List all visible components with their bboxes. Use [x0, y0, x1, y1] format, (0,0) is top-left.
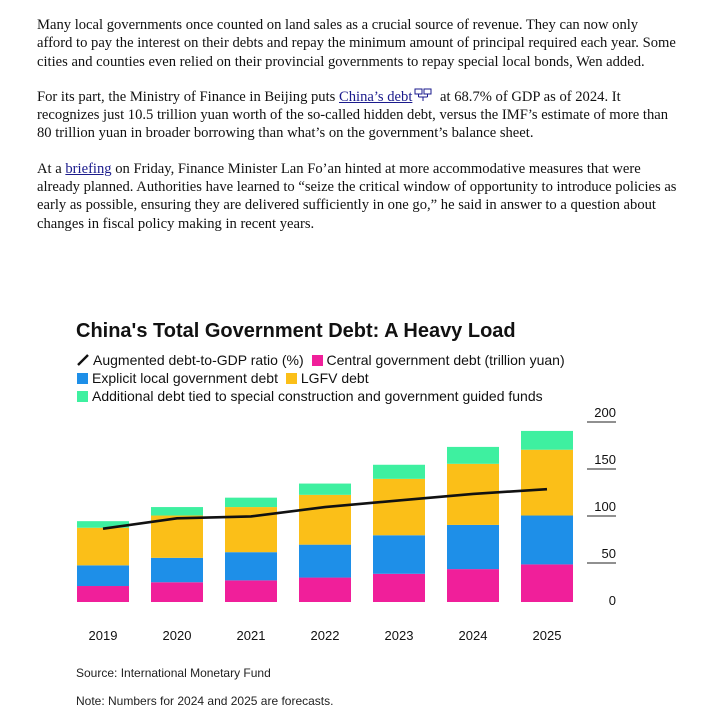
bar-segment-local	[77, 565, 129, 586]
bar-segment-central	[447, 569, 499, 602]
legend-swatch-additional	[77, 391, 88, 402]
bar-segment-additional	[299, 484, 351, 495]
x-tick-label: 2023	[384, 628, 414, 643]
bar-segment-lgfv	[77, 528, 129, 566]
x-tick-label: 2020	[162, 628, 192, 643]
bar-segment-additional	[225, 498, 277, 507]
bar-segment-central	[77, 586, 129, 602]
paragraph-2-text-b: at 68.7% of GDP as of 2024. It recognizes just 10.5 trillion yuan worth of the so-called hidden debt, versus the IMF’s estimate of more than 80 trillion yuan in broader borrowing than what’s on the government’s balance sheet.	[37, 88, 669, 142]
legend-label-debt-ratio: Augmented debt-to-GDP ratio (%)	[93, 352, 304, 368]
legend-row-2	[77, 369, 617, 387]
legend-row-1	[77, 351, 617, 369]
chart-note: Note: Numbers for 2024 and 2025 are forecasts.	[76, 694, 334, 708]
x-tick-label: 2024	[458, 628, 488, 643]
bar-segment-local	[299, 545, 351, 578]
china-debt-link[interactable]: China’s debt	[339, 88, 413, 105]
y-tick-label: 200	[594, 405, 616, 420]
x-tick-label: 2022	[310, 628, 340, 643]
bar-segment-lgfv	[521, 450, 573, 516]
chart-legend	[77, 351, 617, 405]
y-tick-label: 0	[608, 593, 616, 608]
bar-segment-lgfv	[373, 479, 425, 535]
legend-swatch-central	[312, 355, 323, 366]
article-body	[37, 16, 677, 250]
legend-label-additional: Additional debt tied to special construction and government guided funds	[92, 388, 543, 404]
legend-item-debt-ratio	[77, 351, 304, 369]
terminal-link-icon[interactable]	[414, 88, 432, 102]
bar-segment-local	[373, 535, 425, 574]
bar-segment-additional	[151, 507, 203, 515]
chart-source: Source: International Monetary Fund	[76, 666, 271, 680]
article-paragraph-2	[37, 88, 677, 143]
y-tick-label: 100	[594, 499, 616, 514]
legend-label-local: Explicit local government debt	[92, 370, 278, 386]
legend-label-central: Central government debt (trillion yuan)	[326, 352, 565, 368]
bar-segment-lgfv	[299, 495, 351, 545]
article-paragraph-3	[37, 160, 677, 233]
legend-item-local	[77, 369, 278, 387]
y-tick-label: 50	[601, 546, 616, 561]
legend-swatch-local	[77, 373, 88, 384]
legend-item-central	[312, 351, 565, 369]
paragraph-2-text-a: For its part, the Ministry of Finance in Beijing puts	[37, 88, 339, 105]
legend-label-lgfv: LGFV debt	[300, 370, 369, 386]
briefing-link[interactable]: briefing	[65, 160, 112, 177]
debt-bar-chart	[76, 404, 636, 654]
bar-segment-local	[151, 558, 203, 582]
line-swatch-icon	[77, 354, 89, 366]
bar-segment-central	[521, 564, 573, 602]
chart-title: China's Total Government Debt: A Heavy Load	[76, 320, 516, 342]
y-tick-label: 150	[594, 452, 616, 467]
x-tick-label: 2019	[88, 628, 118, 643]
bar-segment-local	[447, 525, 499, 569]
legend-item-additional	[77, 387, 543, 405]
debt-chart-figure	[76, 320, 636, 720]
bar-segment-central	[373, 574, 425, 602]
bar-segment-central	[225, 580, 277, 602]
bar-segment-additional	[521, 431, 573, 450]
bar-segment-additional	[373, 465, 425, 479]
legend-row-3	[77, 387, 617, 405]
paragraph-3-text-a: At a	[37, 160, 66, 177]
x-tick-label: 2021	[236, 628, 266, 643]
legend-item-lgfv	[286, 369, 369, 387]
bar-segment-local	[521, 516, 573, 565]
legend-swatch-lgfv	[286, 373, 297, 384]
bar-segment-central	[299, 578, 351, 602]
article-paragraph-1: Many local governments once counted on land sales as a crucial source of revenue. They can now only afford to pay the interest on their debts and repay the minimum amount of principal required each year. Some cities and counties even relied on their provincial governments to repay special local bonds, Wen added.	[37, 17, 676, 70]
bar-segment-central	[151, 582, 203, 602]
paragraph-3-text-b: on Friday, Finance Minister Lan Fo’an hinted at more accommodative measures that were already planned. Authorities have learned to “seize the critical window of opportunity to introduce policies as early as possible, ensuring they are delivered sufficiently in one go,” he said in answer to a question about changes in fiscal policy making in recent years.	[37, 160, 677, 232]
bar-segment-local	[225, 552, 277, 580]
x-tick-label: 2025	[532, 628, 562, 643]
bar-segment-additional	[447, 447, 499, 464]
